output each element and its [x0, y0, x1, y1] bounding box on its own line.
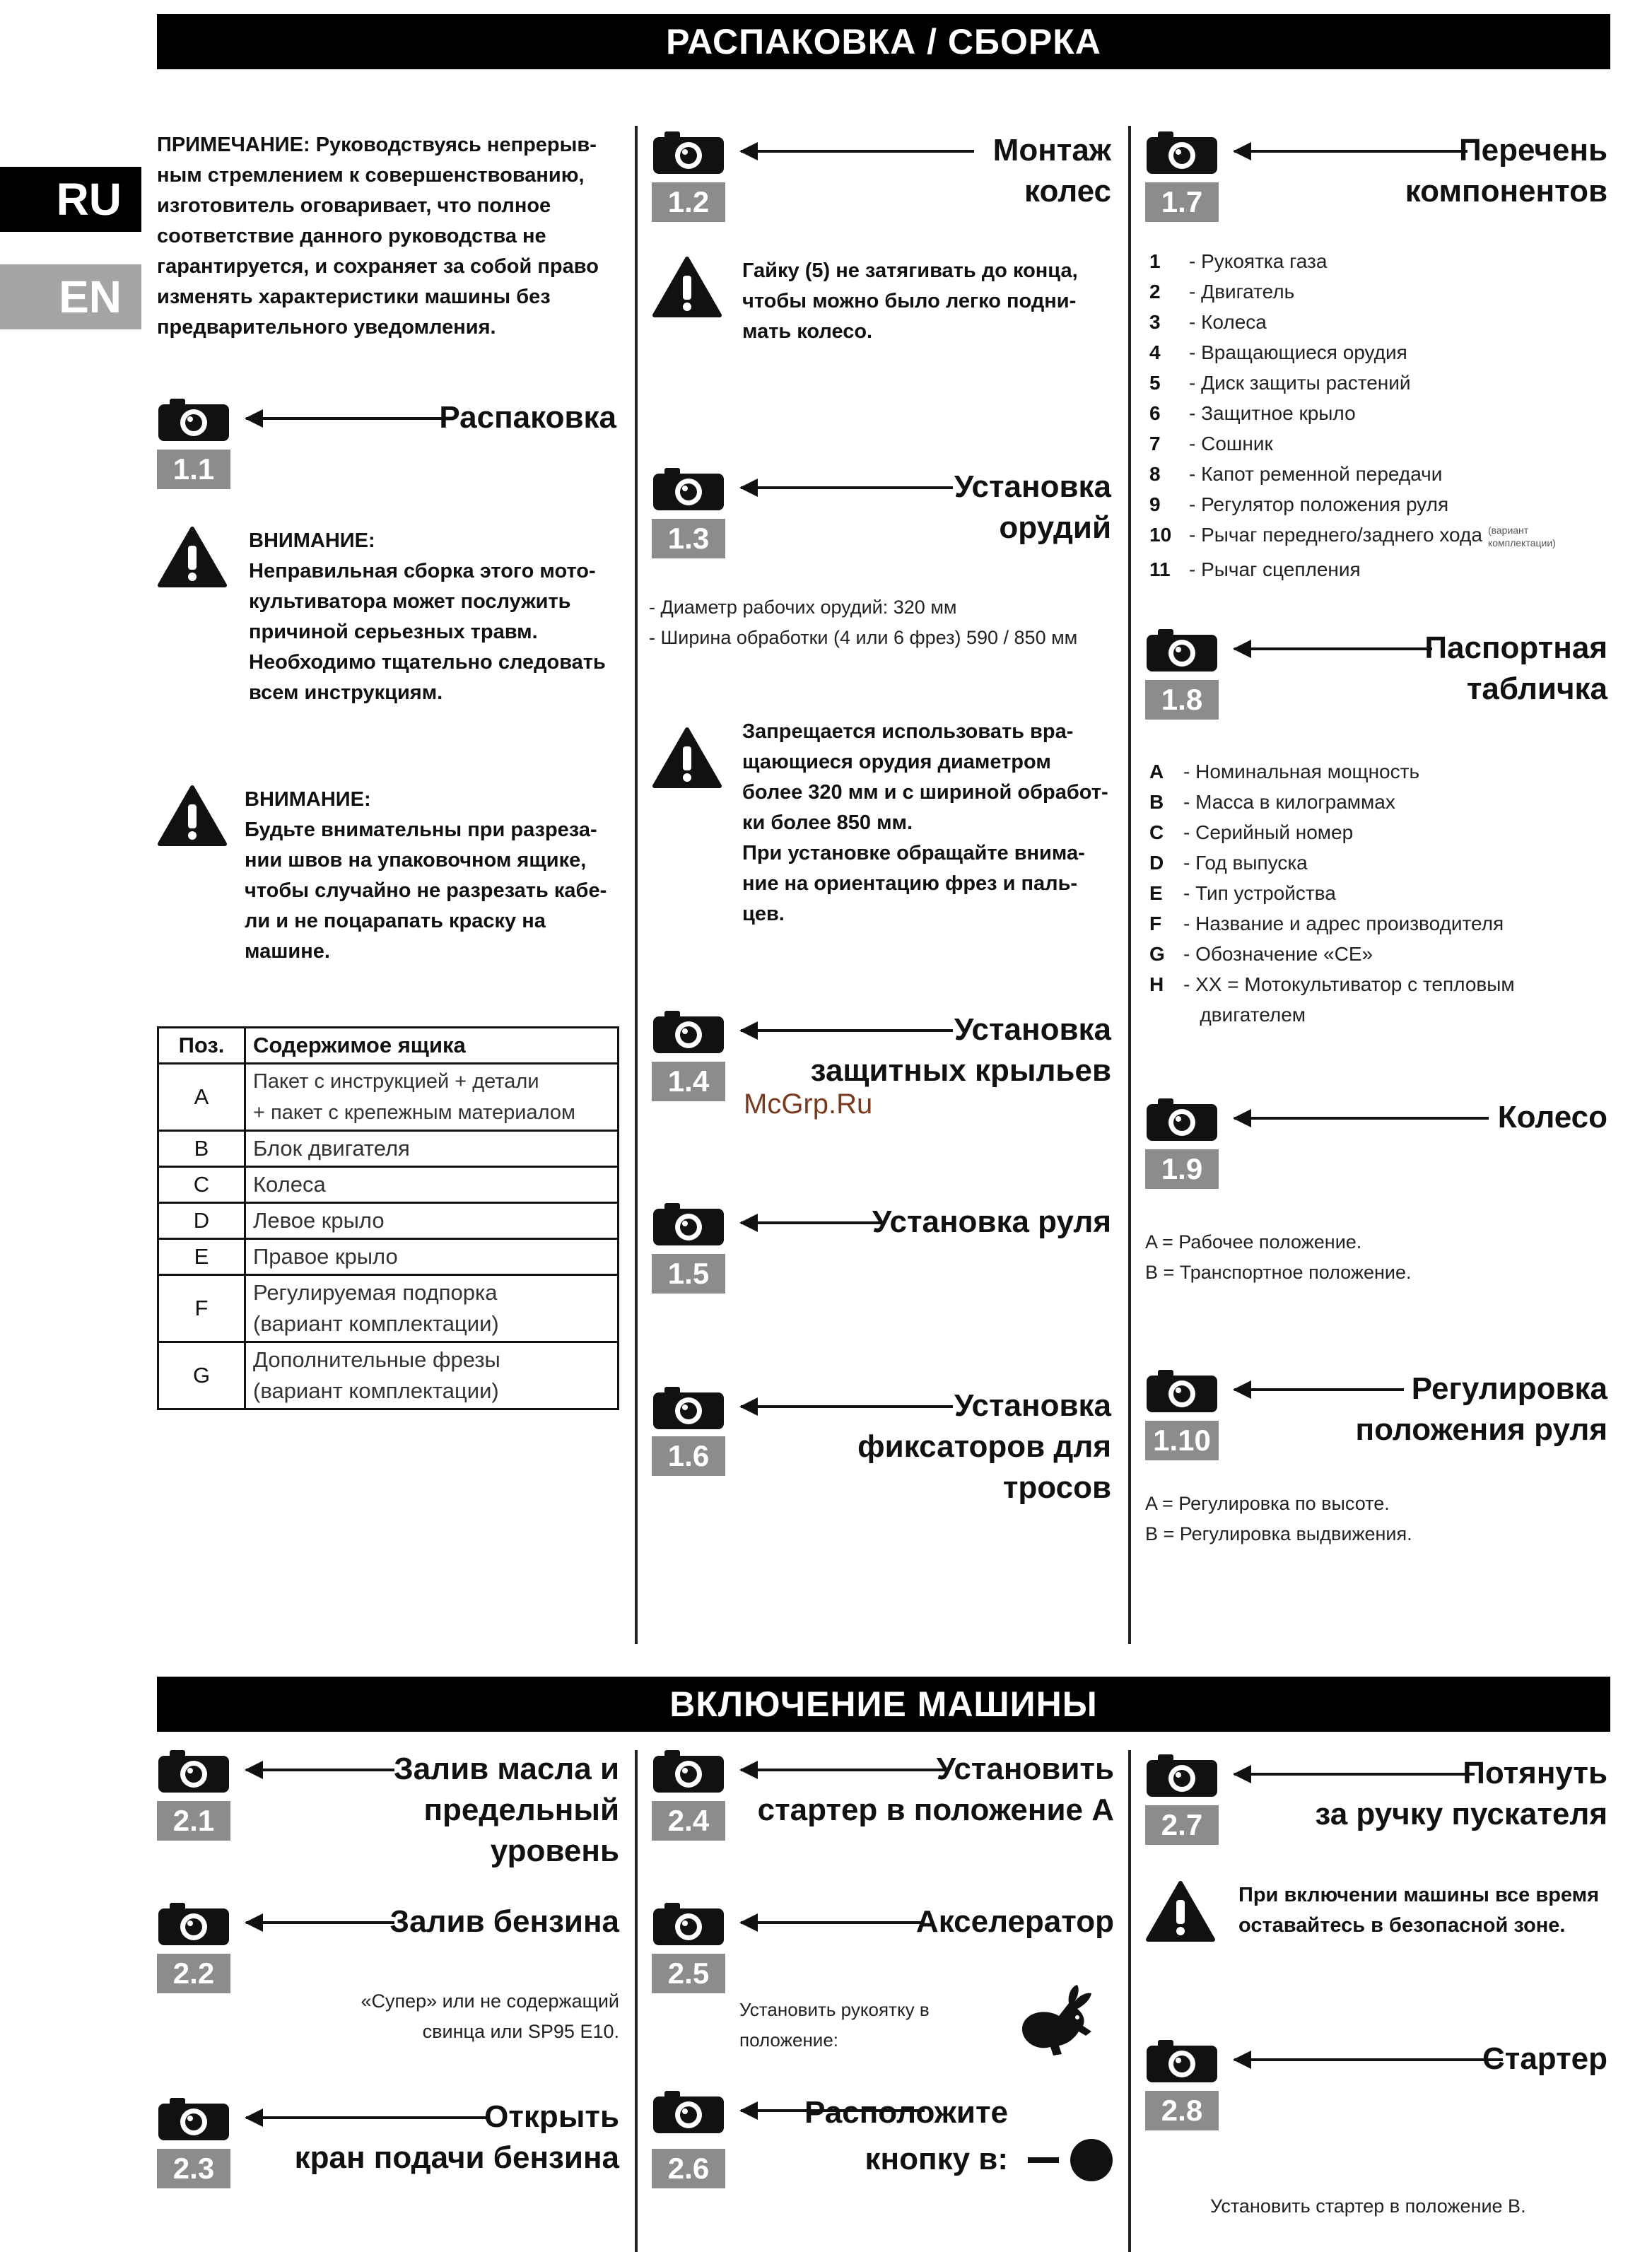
- item-value: - Защитное крыло: [1189, 402, 1356, 424]
- step-number: 1.9: [1145, 1149, 1219, 1189]
- step-number: 2.1: [157, 1801, 230, 1841]
- pointer-arrow: [246, 417, 451, 420]
- camera-icon: [652, 1009, 725, 1055]
- warning-text: При включении машины все время оставайтесь в безопасной зоне.: [1238, 1884, 1600, 1937]
- list-item: [1149, 337, 1566, 368]
- table-row: [158, 1275, 619, 1342]
- item-key: E: [1149, 882, 1163, 904]
- step-title: Установка орудий: [954, 469, 1111, 545]
- step-number: 1.4: [652, 1062, 725, 1101]
- table-cell: G: [158, 1342, 245, 1409]
- item-key: F: [1149, 913, 1162, 934]
- item-key: 2: [1149, 281, 1161, 303]
- table-cell: Регулируемая подпорка (вариант комплектации): [245, 1275, 619, 1342]
- table-row: [158, 1131, 619, 1167]
- step-title: Расположите кнопку в:: [804, 2095, 1008, 2176]
- step-title: Паспортная табличка: [1424, 631, 1607, 706]
- step-title: Установка фиксаторов для тросов: [857, 1388, 1111, 1505]
- step-number: 1.6: [652, 1436, 725, 1476]
- step-title: Залив бензина: [389, 1904, 619, 1939]
- step-title: Распаковка: [439, 400, 616, 435]
- item-value: - Год выпуска: [1183, 852, 1308, 874]
- camera-icon: [652, 1901, 725, 1947]
- item-key: B: [1149, 791, 1164, 813]
- rating-plate-list: [1149, 756, 1515, 1030]
- step-2-7: [1145, 1753, 1607, 1859]
- warning-block: [157, 785, 623, 983]
- step-2-1: [157, 1749, 619, 1883]
- column-divider: [635, 1750, 638, 2252]
- item-value: - Название и адрес производителя: [1183, 913, 1504, 934]
- step-title: Открыть кран подачи бензина: [294, 2099, 619, 2175]
- step-number: 1.10: [1145, 1421, 1219, 1460]
- step-1-2: [652, 130, 1111, 236]
- camera-icon: [652, 1202, 725, 1247]
- step-2-3: [157, 2096, 619, 2203]
- rabbit-icon: [1012, 1982, 1097, 2060]
- pointer-arrow: [741, 1921, 925, 1924]
- starter-info: Установить стартер в положение B.: [1210, 2195, 1526, 2217]
- camera-icon: [157, 1901, 230, 1947]
- section-banner-unpacking: РАСПАКОВКА / СБОРКА: [157, 14, 1610, 69]
- pointer-arrow: [1234, 2058, 1503, 2061]
- list-item: [1149, 817, 1515, 848]
- camera-icon: [1145, 1097, 1219, 1142]
- camera-icon: [652, 467, 725, 512]
- step-1-4: [652, 1009, 1111, 1115]
- list-item: [1149, 878, 1515, 908]
- table-row: [158, 1203, 619, 1239]
- step-number: 1.8: [1145, 680, 1219, 720]
- table-cell: F: [158, 1275, 245, 1342]
- item-value: - Регулятор положения руля: [1189, 493, 1449, 515]
- table-cell: D: [158, 1203, 245, 1239]
- item-value: - Рукоятка газа: [1189, 250, 1328, 272]
- step-title: Перечень компонентов: [1405, 133, 1607, 209]
- step-title: Потянуть за ручку пускателя: [1315, 1756, 1607, 1831]
- warning-text: ВНИМАНИЕ: Неправильная сборка этого мото- культиватора может послужить причиной серьезных травм. Необходимо тщательно следовать всем инструкциям.: [249, 529, 606, 704]
- step-1-10: [1145, 1368, 1607, 1474]
- step-2-8: [1145, 2039, 1607, 2145]
- step-title: Стартер: [1482, 2041, 1607, 2076]
- item-value: - Масса в килограммах: [1183, 791, 1395, 813]
- step-number: 2.8: [1145, 2091, 1219, 2130]
- table-row: [158, 1239, 619, 1275]
- camera-icon: [652, 1385, 725, 1431]
- item-value: - Двигатель: [1189, 281, 1295, 303]
- list-item: [1149, 520, 1566, 550]
- step-2-4: [652, 1749, 1114, 1855]
- table-row: [158, 1167, 619, 1203]
- warning-block: [652, 256, 1118, 369]
- filled-circle-icon: [1070, 2139, 1113, 2181]
- step-1-8: [1145, 628, 1607, 734]
- item-note: (вариант комплектации): [1487, 524, 1556, 549]
- item-key: C: [1149, 821, 1164, 843]
- column-divider: [1128, 126, 1131, 1644]
- step-title: Установить стартер в положение А: [757, 1752, 1114, 1827]
- pointer-arrow: [741, 1221, 882, 1224]
- list-item: [1149, 428, 1566, 459]
- warning-icon: [157, 526, 228, 588]
- manufacturer-note: ПРИМЕЧАНИЕ: Руководствуясь непрерыв- ным стремлением к совершенствованию, изготовитель оговаривает, что полное соответствие данного руководства не гарантируется, и сохраняет за собой право изменять характеристики машины без предварительного уведомления.: [157, 134, 599, 339]
- list-item: [1149, 246, 1566, 276]
- column-divider: [635, 126, 638, 1644]
- warning-block: [652, 717, 1125, 929]
- item-value: - Вращающиеся орудия: [1189, 341, 1407, 363]
- step-number: 2.7: [1145, 1805, 1219, 1845]
- item-key: 6: [1149, 402, 1161, 424]
- warning-icon: [157, 785, 228, 847]
- item-value: - Диск защиты растений: [1189, 372, 1411, 394]
- item-value: - Номинальная мощность: [1183, 761, 1420, 782]
- step-number: 2.2: [157, 1954, 230, 1993]
- item-value: - Тип устройства: [1183, 882, 1336, 904]
- list-item: [1149, 307, 1566, 337]
- warning-icon: [1145, 1880, 1216, 1942]
- item-value: - Сошник: [1189, 433, 1273, 454]
- fuel-info: «Супер» или не содержащий свинца или SP95 E10.: [361, 1990, 619, 2042]
- item-value: - Рычаг переднего/заднего хода: [1189, 524, 1482, 546]
- list-item: [1149, 969, 1515, 1030]
- list-item: [1149, 398, 1566, 428]
- table-header: Содержимое ящика: [245, 1028, 619, 1064]
- list-item: [1149, 787, 1515, 817]
- step-title: Монтаж колес: [992, 133, 1111, 209]
- list-item: [1149, 459, 1566, 489]
- table-cell: C: [158, 1167, 245, 1203]
- column-divider: [1128, 1750, 1131, 2252]
- camera-icon: [1145, 2039, 1219, 2084]
- list-item: [1149, 489, 1566, 520]
- table-cell: Правое крыло: [245, 1239, 619, 1275]
- item-key: H: [1149, 973, 1164, 995]
- item-key: 5: [1149, 372, 1161, 394]
- list-item: [1149, 939, 1515, 969]
- warning-text: ВНИМАНИЕ: Будьте внимательны при разреза- нии швов на упаковочном ящике, чтобы случайно не разрезать кабе- ли и не поцарапать краску на машине.: [245, 788, 607, 963]
- table-row: [158, 1064, 619, 1131]
- item-key: 7: [1149, 433, 1161, 454]
- language-tab-en[interactable]: EN: [0, 264, 141, 329]
- item-key: 11: [1149, 558, 1171, 580]
- pointer-arrow: [741, 150, 974, 153]
- warning-text: Запрещается использовать вра- щающиеся орудия диаметром более 320 мм и с шириной обработ- ки более 850 мм. При установке обращайте внима- ние на ориентацию фрез и паль- цев.: [742, 720, 1108, 925]
- item-value: - Колеса: [1189, 311, 1267, 333]
- step-number: 1.1: [157, 450, 230, 489]
- list-item: [1149, 908, 1515, 939]
- table-cell: Пакет с инструкцией + детали + пакет с крепежным материалом: [245, 1064, 619, 1131]
- camera-icon: [652, 130, 725, 175]
- table-header-row: [158, 1028, 619, 1064]
- step-1-3: [652, 467, 1111, 573]
- step-1-5: [652, 1202, 1111, 1308]
- step-number: 2.6: [652, 2149, 725, 2188]
- table-cell: Колеса: [245, 1167, 619, 1203]
- pointer-arrow: [741, 486, 953, 489]
- table-cell: Левое крыло: [245, 1203, 619, 1239]
- warning-block: [157, 526, 623, 724]
- box-contents-table: [157, 1026, 619, 1410]
- step-title: Установка защитных крыльев: [810, 1012, 1111, 1088]
- item-value: - Рычаг сцепления: [1189, 558, 1361, 580]
- list-item: [1149, 848, 1515, 878]
- table-cell: A: [158, 1064, 245, 1131]
- item-key: G: [1149, 943, 1165, 965]
- item-key: 1: [1149, 250, 1161, 272]
- step-title: Установка руля: [872, 1204, 1111, 1239]
- item-value: - Капот ременной передачи: [1189, 463, 1443, 485]
- pointer-arrow: [246, 1769, 394, 1771]
- pointer-arrow: [1234, 1117, 1489, 1120]
- warning-text: Гайку (5) не затягивать до конца, чтобы можно было легко подни- мать колесо.: [742, 259, 1078, 343]
- item-key: A: [1149, 761, 1164, 782]
- list-item: [1149, 756, 1515, 787]
- table-cell: Дополнительные фрезы (вариант комплектации): [245, 1342, 619, 1409]
- step-number: 2.3: [157, 2149, 230, 2188]
- camera-icon: [1145, 130, 1219, 175]
- step-title: Регулировка положения руля: [1355, 1371, 1607, 1447]
- camera-icon: [1145, 628, 1219, 673]
- table-cell: Блок двигателя: [245, 1131, 619, 1167]
- step-1-1: [157, 397, 616, 503]
- table-cell: E: [158, 1239, 245, 1275]
- list-item: [1149, 554, 1566, 585]
- pointer-arrow: [246, 1921, 394, 1924]
- step-1-9: [1145, 1097, 1607, 1203]
- camera-icon: [1145, 1753, 1219, 1798]
- section-banner-starting: ВКЛЮЧЕНИЕ МАШИНЫ: [157, 1677, 1610, 1732]
- language-tab-ru[interactable]: RU: [0, 167, 141, 232]
- item-value: - XX = Мотокультиватор с тепловым двигателем: [1183, 973, 1515, 1026]
- warning-block: [1145, 1880, 1607, 1965]
- item-key: 3: [1149, 311, 1161, 333]
- pointer-arrow: [1234, 647, 1432, 650]
- table-cell: B: [158, 1131, 245, 1167]
- item-value: - Обозначение «CE»: [1183, 943, 1373, 965]
- warning-icon: [652, 727, 722, 789]
- step-number: 1.2: [652, 182, 725, 222]
- item-key: D: [1149, 852, 1164, 874]
- step-1-7: [1145, 130, 1607, 236]
- step-title: Колесо: [1497, 1100, 1607, 1134]
- camera-icon: [1145, 1368, 1219, 1414]
- item-value: - Серийный номер: [1183, 821, 1354, 843]
- camera-icon: [157, 2096, 230, 2142]
- table-header: Поз.: [158, 1028, 245, 1064]
- dash-symbol-icon: [1028, 2157, 1059, 2163]
- item-key: 10: [1149, 524, 1172, 546]
- watermark: McGrp.Ru: [744, 1089, 873, 1120]
- step-title: Акселератор: [915, 1904, 1114, 1939]
- step-2-6: [652, 2089, 1114, 2231]
- camera-icon: [652, 2089, 725, 2135]
- tools-info: - Диаметр рабочих орудий: 320 мм - Ширина обработки (4 или 6 фрез) 590 / 850 мм: [649, 597, 1078, 648]
- step-number: 2.4: [652, 1801, 725, 1841]
- step-number: 2.5: [652, 1954, 725, 1993]
- components-list: [1149, 246, 1566, 585]
- step-title: Залив масла и предельный уровень: [394, 1752, 619, 1868]
- step-number: 1.5: [652, 1254, 725, 1294]
- step-1-6: [652, 1385, 1111, 1513]
- camera-icon: [157, 1749, 230, 1794]
- item-key: 9: [1149, 493, 1161, 515]
- step-number: 1.7: [1145, 182, 1219, 222]
- camera-icon: [652, 1749, 725, 1794]
- step-number: 1.3: [652, 519, 725, 558]
- throttle-info: Установить рукоятку в положение:: [739, 1999, 930, 2051]
- item-key: 4: [1149, 341, 1161, 363]
- warning-icon: [652, 256, 722, 318]
- camera-icon: [157, 397, 230, 442]
- table-row: [158, 1342, 619, 1409]
- list-item: [1149, 276, 1566, 307]
- item-key: 8: [1149, 463, 1161, 485]
- handle-info: A = Регулировка по высоте. B = Регулировка выдвижения.: [1145, 1493, 1412, 1544]
- wheel-info: A = Рабочее положение. B = Транспортное положение.: [1145, 1231, 1412, 1283]
- list-item: [1149, 368, 1566, 398]
